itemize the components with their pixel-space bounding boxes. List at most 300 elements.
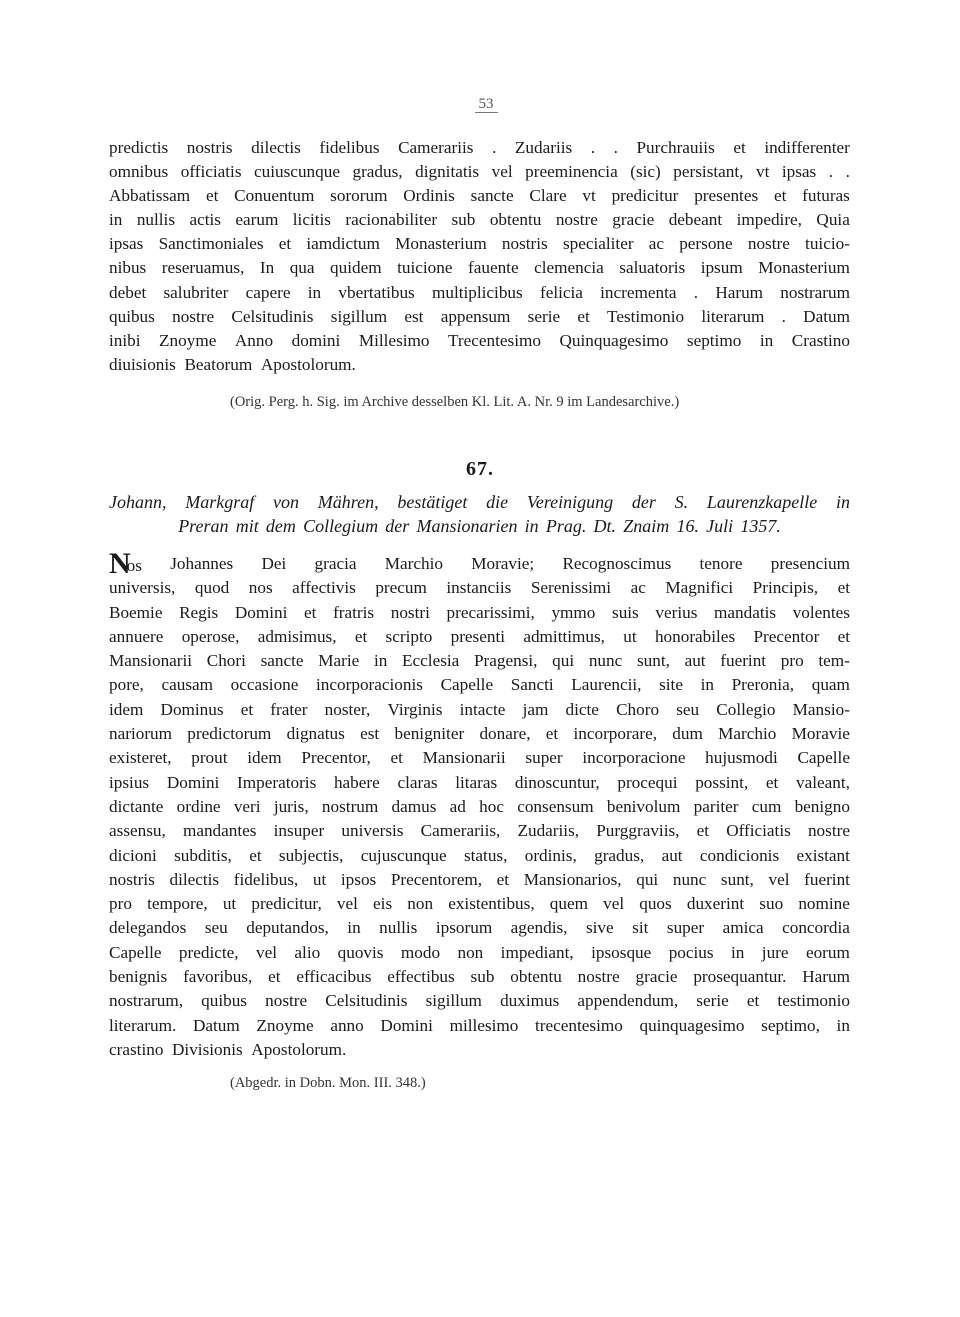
charter-first-line: N os Johannes Dei gracia Marchio Moravie; Recognoscimus tenore presencium <box>109 547 850 580</box>
word: licitis <box>292 210 331 230</box>
word: salubriter <box>163 282 229 302</box>
word: 16. <box>676 516 699 536</box>
word: et <box>545 724 559 744</box>
text-line <box>109 1014 850 1038</box>
word: Zudariis, <box>517 821 580 841</box>
word: Markgraf <box>185 492 255 512</box>
word: incorporacione <box>582 748 686 768</box>
word: et <box>746 991 760 1011</box>
word: Imperatoris <box>237 772 317 792</box>
text-line <box>109 965 850 989</box>
word: domini <box>291 330 341 350</box>
word: preeminencia <box>525 162 618 182</box>
word: Mansionarios, <box>523 869 622 889</box>
word: Apostolorum. <box>260 354 356 374</box>
word: eis <box>373 894 393 914</box>
word: . <box>613 138 618 157</box>
word: universis <box>341 821 404 841</box>
word: Preronia, <box>731 675 795 695</box>
word: qui <box>636 869 659 889</box>
word: Mansionarii <box>109 651 193 671</box>
word: quam <box>811 675 850 695</box>
word: intacte <box>459 699 506 719</box>
text-line <box>109 722 850 746</box>
word: Camerariis, <box>420 821 501 841</box>
word: . <box>781 306 786 326</box>
word: presentes <box>694 186 759 206</box>
word: Moravie; <box>471 554 535 573</box>
word: Sancti <box>510 675 554 695</box>
word: Monasterium <box>395 234 487 254</box>
word: persistant, <box>673 162 744 182</box>
word: ut <box>623 626 637 646</box>
word: impedire, <box>736 210 802 230</box>
word: universis, <box>109 578 176 598</box>
word: mandantes <box>182 821 257 841</box>
word: Millesimo <box>358 330 430 350</box>
word: Recognoscimus <box>562 554 672 573</box>
word: nostre <box>172 306 215 326</box>
word: officiatis <box>180 162 242 182</box>
word: pro <box>780 651 804 671</box>
document-number: 67. <box>466 458 494 480</box>
word: Zudariis <box>514 138 573 157</box>
word: nostre <box>265 991 308 1011</box>
word: Virginis <box>387 699 443 719</box>
word: et <box>577 306 590 326</box>
word: crastino <box>109 1039 164 1059</box>
word: obtentu <box>510 967 562 987</box>
word: in <box>524 516 539 536</box>
word: fidelibus, <box>233 869 299 889</box>
word: earum <box>235 210 279 230</box>
word: actis <box>189 210 221 230</box>
word: Ecclesia <box>402 651 460 671</box>
word: honorabiles <box>654 626 736 646</box>
word: favoribus, <box>183 967 253 987</box>
text-line <box>109 353 850 377</box>
word: sive <box>585 918 614 938</box>
word: septimo, <box>761 1015 820 1035</box>
text-line <box>109 329 850 353</box>
word: cujuscunque <box>360 845 447 865</box>
text-line <box>109 892 850 916</box>
word: deputandos, <box>246 918 329 938</box>
word: noster, <box>324 699 371 719</box>
word: . <box>828 162 834 182</box>
word: ac <box>630 578 646 598</box>
word: dicte <box>565 699 599 719</box>
word: condicionis <box>699 845 780 865</box>
word: debeant <box>668 210 723 230</box>
word: Mansionarii <box>422 748 506 768</box>
word: Marie <box>318 651 360 671</box>
word: incorporacionis <box>316 675 423 695</box>
word: Crastino <box>791 330 850 350</box>
word: damus <box>391 796 437 816</box>
word: serie <box>527 306 561 326</box>
word: modo <box>400 942 441 962</box>
word: precarissimi, <box>446 602 535 622</box>
word: concordia <box>782 918 850 938</box>
word: benigniter <box>394 724 465 744</box>
charter-text <box>109 547 850 1062</box>
word: in <box>835 492 850 512</box>
word: fidelibus <box>319 138 380 157</box>
word: super <box>666 918 705 938</box>
heading-line <box>109 490 850 514</box>
word: Abbatissam <box>109 186 191 206</box>
word: et <box>733 138 746 157</box>
text-line <box>109 601 850 625</box>
word: existant <box>796 845 850 865</box>
word: quod <box>194 578 230 598</box>
word: Apostolorum. <box>251 1039 347 1059</box>
text-line <box>109 1038 850 1062</box>
word: dictante <box>109 796 164 816</box>
word: Serenissimi <box>530 578 612 598</box>
word: die <box>486 492 509 512</box>
word: appensum <box>440 306 511 326</box>
word: eorum <box>805 942 850 962</box>
word: frater <box>270 699 308 719</box>
heading-line <box>109 514 850 538</box>
word: fuerint <box>720 651 767 671</box>
text-line <box>109 256 850 280</box>
word: tuicio- <box>805 234 850 254</box>
word: der <box>385 516 410 536</box>
word: suis <box>612 602 639 622</box>
page-number: 53 <box>0 96 960 113</box>
word: racionabiliter <box>345 210 438 230</box>
text-line <box>109 795 850 819</box>
word: indifferenter <box>764 138 850 157</box>
word: Collegium <box>303 516 379 536</box>
word: vel <box>336 894 358 914</box>
word: iamdictum <box>306 234 380 254</box>
word: fuerint <box>804 869 850 889</box>
word: Harum <box>715 282 764 302</box>
word: Quia <box>816 210 850 230</box>
word: Marchio <box>718 724 777 744</box>
word: tuicione <box>397 258 453 278</box>
word: Anno <box>234 330 274 350</box>
word: idem <box>247 748 282 768</box>
word: predictorum <box>187 724 272 744</box>
word: volentes <box>792 602 850 622</box>
word: sunt, <box>720 869 754 889</box>
text-line <box>109 771 850 795</box>
word: quinquagesimo <box>639 1015 745 1035</box>
word: Prag. <box>545 516 587 536</box>
word: effectibus <box>387 967 455 987</box>
word: benigno <box>794 796 850 816</box>
word: insuper <box>273 821 325 841</box>
word: operose, <box>181 626 240 646</box>
word: possint, <box>695 772 749 792</box>
word: dicioni <box>109 845 157 865</box>
word: futuras <box>802 186 850 206</box>
word: nostrarum, <box>109 991 183 1011</box>
word: Clare <box>529 186 567 206</box>
word: vel <box>256 942 277 962</box>
word: benivolum <box>606 796 681 816</box>
archive-citation: (Orig. Perg. h. Sig. im Archive desselben Kl. Lit. A. Nr. 9 im Landesarchive.) <box>230 394 680 410</box>
word: aut <box>684 651 706 671</box>
word: predicte, <box>178 942 239 962</box>
text-line <box>109 208 850 232</box>
text-line <box>109 916 850 940</box>
edition-citation: (Abgedr. in Dobn. Mon. III. 348.) <box>230 1075 426 1091</box>
word: debet <box>109 282 147 302</box>
word: Domini <box>166 772 220 792</box>
word: quos <box>639 894 672 914</box>
word: literarum <box>701 306 765 326</box>
word: Quinquagesimo <box>559 330 669 350</box>
word: et <box>304 602 317 622</box>
word: consensum <box>517 796 594 816</box>
word: gracie <box>612 210 655 230</box>
word: assensu, <box>109 821 166 841</box>
word: Znoyme <box>159 330 217 350</box>
word: gracie <box>635 967 678 987</box>
word: seu <box>204 918 228 938</box>
word: jam <box>522 699 549 719</box>
word: sub <box>470 967 495 987</box>
word: Marchio <box>384 554 443 573</box>
word: in <box>731 942 745 962</box>
word: scripto <box>385 626 433 646</box>
word: super <box>525 748 563 768</box>
word: Juli <box>706 516 734 536</box>
word: nostrum <box>321 796 379 816</box>
word: sigillum <box>330 306 388 326</box>
word: in <box>700 675 714 695</box>
word: gradus, <box>352 162 403 182</box>
word: ordinis, <box>524 845 577 865</box>
word: bestätiget <box>397 492 468 512</box>
word: quibus <box>109 306 155 326</box>
word: pore, <box>109 675 144 695</box>
word: mit <box>235 516 259 536</box>
word: valeant, <box>795 772 850 792</box>
word: tempore, <box>147 894 208 914</box>
word: nostrarum <box>780 282 850 302</box>
word: Celsitudinis <box>325 991 408 1011</box>
word: vel <box>491 162 513 182</box>
word: benignis <box>109 967 168 987</box>
word: occasione <box>230 675 299 695</box>
word: affectivis <box>292 578 356 598</box>
word: dignatus <box>286 724 345 744</box>
word: vbertatibus <box>338 282 415 302</box>
word: ipsorum <box>435 918 493 938</box>
word: nostre <box>577 967 620 987</box>
text-line <box>109 305 850 329</box>
word: presenti <box>450 626 506 646</box>
word: quidem <box>330 258 382 278</box>
word: Chori <box>206 651 246 671</box>
word: et <box>496 869 510 889</box>
word: Capelle <box>797 748 850 768</box>
word: et <box>268 967 281 987</box>
word: ipsius <box>109 772 150 792</box>
word: Znaim <box>623 516 670 536</box>
word: Sanctimoniales <box>158 234 264 254</box>
word: existentibus, <box>448 894 535 914</box>
text-line <box>109 136 850 160</box>
word: appendendum, <box>577 991 679 1011</box>
word: predictis <box>109 138 169 157</box>
text-line <box>109 649 850 673</box>
word: Capelle <box>109 942 162 962</box>
word: Laurencii, <box>571 675 642 695</box>
word: inibi <box>109 330 141 350</box>
word: et <box>837 626 850 646</box>
word: est <box>404 306 424 326</box>
word: literarum. <box>109 1015 177 1035</box>
word: vt <box>582 186 596 206</box>
word: est <box>360 724 380 744</box>
word: et <box>837 578 850 598</box>
word: status, <box>463 845 508 865</box>
text-line <box>109 160 850 184</box>
text-line <box>109 232 850 256</box>
word: fauente <box>468 258 519 278</box>
text-line <box>109 941 850 965</box>
word: et <box>390 748 403 768</box>
word: . <box>693 282 699 302</box>
word: in <box>307 282 322 302</box>
word: fratris <box>333 602 375 622</box>
word: felicia <box>539 282 583 302</box>
word: in <box>109 210 123 230</box>
word: Purggraviis, <box>596 821 680 841</box>
word: habere <box>333 772 380 792</box>
word: trecentesimo <box>535 1015 623 1035</box>
word: pro <box>109 894 132 914</box>
word: Regis <box>179 602 219 622</box>
word: dilectis <box>169 869 220 889</box>
word: et <box>278 234 292 254</box>
word: Collegio <box>716 699 776 719</box>
word: Precentorem, <box>390 869 483 889</box>
word: Dt. <box>593 516 617 536</box>
word: (sic) <box>630 162 661 182</box>
word: dignitatis <box>415 162 480 182</box>
word: suo <box>759 894 784 914</box>
word: septimo <box>686 330 742 350</box>
word: S. <box>674 492 689 512</box>
word: reseruamus, <box>161 258 245 278</box>
word: subjectis, <box>278 845 344 865</box>
word: impediant, <box>500 942 574 962</box>
word: quovis <box>337 942 384 962</box>
word: Conuentum <box>234 186 315 206</box>
word: qui <box>552 651 575 671</box>
word: Precentor <box>753 626 820 646</box>
word: ad <box>449 796 466 816</box>
word: vel <box>603 894 625 914</box>
word: nunc <box>672 869 707 889</box>
word: sancte <box>470 186 514 206</box>
word: Mansio- <box>792 699 850 719</box>
drop-cap: N <box>109 547 131 580</box>
word: ac <box>648 234 665 254</box>
word: non <box>407 894 434 914</box>
text-line <box>109 868 850 892</box>
document-heading <box>109 490 850 538</box>
text-line <box>109 819 850 843</box>
word: incorporare, <box>573 724 657 744</box>
word: procequi <box>617 772 678 792</box>
word: predicitur, <box>251 894 322 914</box>
word: sororum <box>330 186 388 206</box>
word: ipsum <box>700 258 743 278</box>
word: Dominus <box>160 699 224 719</box>
word: nomine <box>798 894 850 914</box>
word: et <box>765 772 779 792</box>
word: nariorum <box>109 724 173 744</box>
word: site <box>659 675 683 695</box>
word: agendis, <box>510 918 568 938</box>
word: ipsas <box>109 234 144 254</box>
word: seu <box>676 699 700 719</box>
word: Choro <box>616 699 660 719</box>
word: Johann, <box>109 492 167 512</box>
word: Divisionis <box>172 1039 243 1059</box>
text-line <box>109 989 850 1013</box>
word: donare, <box>479 724 531 744</box>
word: qua <box>289 258 315 278</box>
word: Datum <box>192 1015 240 1035</box>
word: presencium <box>770 554 850 573</box>
word: Officiatis <box>726 821 791 841</box>
word: Camerariis <box>398 138 474 157</box>
word: idem <box>109 699 144 719</box>
word: delegandos <box>109 918 187 938</box>
word: et <box>696 821 710 841</box>
word: in <box>347 918 361 938</box>
word: dinoscuntur, <box>514 772 600 792</box>
word: Domini <box>380 1015 433 1035</box>
word: dem <box>265 516 296 536</box>
word: in <box>373 651 388 671</box>
word: annuere <box>109 626 164 646</box>
word: pocius <box>668 942 714 962</box>
word: capere <box>245 282 291 302</box>
text-line <box>109 184 850 208</box>
word: diuisionis <box>109 354 176 374</box>
text-line <box>109 698 850 722</box>
word: Capelle <box>440 675 494 695</box>
word: Dei <box>261 554 287 573</box>
word: instanciis <box>446 578 512 598</box>
word: incrementa <box>600 282 677 302</box>
word: ipsosque <box>591 942 652 962</box>
word: multiplicibus <box>432 282 523 302</box>
word: . <box>590 138 596 157</box>
word: der <box>631 492 656 512</box>
word: prosequantur. <box>693 967 787 987</box>
text-line <box>109 625 850 649</box>
word: Vereinigung <box>526 492 614 512</box>
word: persone <box>679 234 733 254</box>
word: pariter <box>693 796 739 816</box>
word: precum <box>375 578 427 598</box>
word: sit <box>632 918 649 938</box>
word: dum <box>672 724 703 744</box>
